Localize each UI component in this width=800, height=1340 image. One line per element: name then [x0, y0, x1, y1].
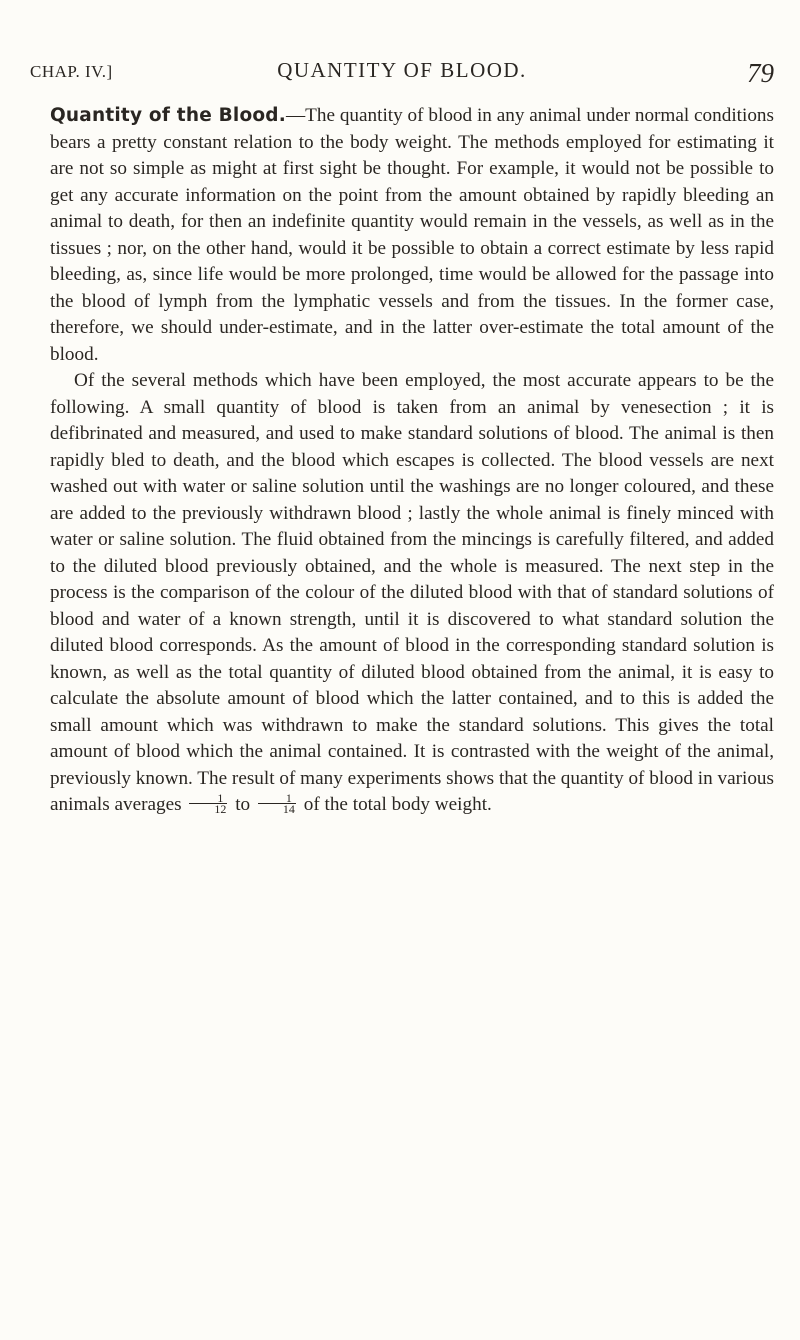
- fraction-2-numerator: 1: [258, 793, 296, 804]
- chapter-label: CHAP. IV.]: [30, 62, 113, 81]
- paragraph-1-text: The quantity of blood in any animal under normal conditions bears a pretty constant relation to the body weight. The methods employed for estimating it are not so simple as might at first sight be thought. For example, it would not be possible to get any accurate information on the point from the amount obtained by rapidly bleeding an animal to death, for then an indefinite quantity would remain in the vessels, as well as in the tissues ; nor, on the other hand, would it be possible to obtain a correct estimate by less rapid bleeding, as, since life would be more prolonged, time would be allowed for the passage into the blood of lymph from the lymphatic vessels and from the tissues. In the former case, therefore, we should under-estimate, and in the latter over-estimate the total amount of the blood.: [50, 105, 774, 365]
- fraction-one-twelfth: [189, 793, 227, 814]
- fraction-1-numerator: 1: [189, 793, 227, 804]
- fraction-2-denominator: 14: [282, 802, 295, 816]
- paragraph-2-end: of the total body weight.: [303, 794, 492, 815]
- fraction-connector: to: [235, 794, 251, 815]
- paragraph-1: [50, 103, 774, 368]
- running-title: QUANTITY OF BLOOD.: [277, 58, 527, 82]
- page-number: 79: [747, 58, 774, 88]
- fraction-one-fourteenth: [258, 793, 296, 814]
- body-text: [50, 103, 774, 819]
- paragraph-2: [50, 368, 774, 819]
- running-head: [30, 58, 774, 88]
- heading-dash: —: [285, 105, 306, 126]
- fraction-1-denominator: 12: [214, 802, 227, 816]
- paragraph-2-text: Of the several methods which have been employed, the most accurate appears to be the following. A small quantity of blood is taken from an animal by venesection ; it is defibrinated and measured, and used to make standard solutions of blood. The animal is then rapidly bled to death, and the blood which escapes is collected. The blood vessels are next washed out with water or saline solution until the washings are no longer coloured, and these are added to the previously withdrawn blood ; lastly the whole animal is finely minced with water or saline solution. The fluid obtained from the mincings is carefully filtered, and added to the diluted blood previously obtained, and the whole is measured. The next step in the process is the comparison of the colour of the diluted blood with that of standard solutions of blood and water of a known strength, until it is discovered to what standard solution the diluted blood corresponds. As the amount of blood in the corresponding standard solution is known, as well as the total quantity of diluted blood obtained from the animal, it is easy to calculate the absolute amount of blood which the latter contained, and to this is added the small amount which was withdrawn to make the standard solutions. This gives the total amount of blood which the animal contained. It is contrasted with the weight of the animal, previously known. The result of many experiments shows that the quantity of blood in various animals averages: [50, 370, 774, 815]
- section-heading: Quantity of the Blood.: [50, 105, 286, 126]
